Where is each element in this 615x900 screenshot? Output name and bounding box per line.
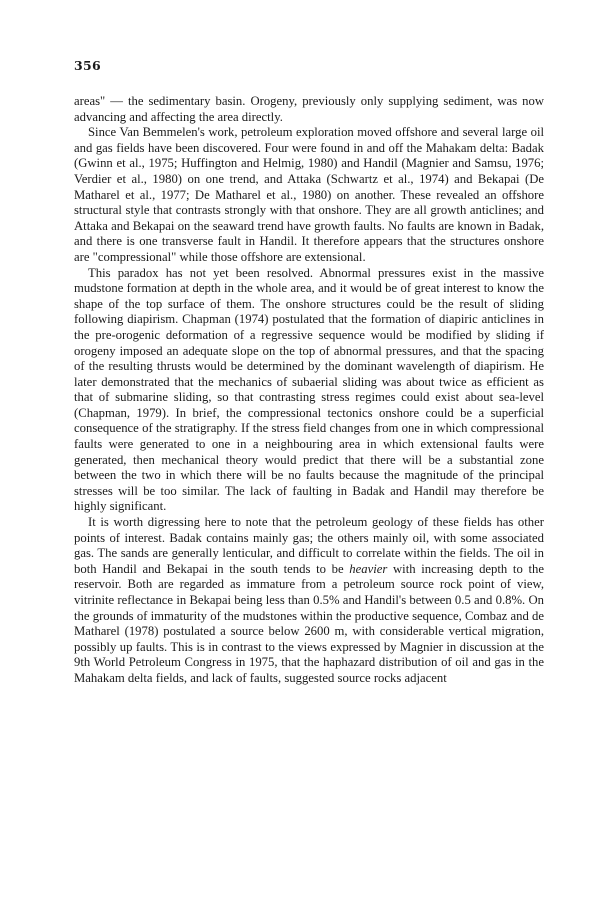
paragraph-3: This paradox has not yet been resolved. Abnormal pressures exist in the massive mudstone formation at depth in the whole area, and it would be of great interest to know the shape of the top surface of them. The onshore structures could be the result of sliding following diapirism. Chapman (1974) postulated that the formation of diapiric anticlines in the pre-orogenic deformation of a regressive sequence would be modified by sliding if orogeny imposed an adequate slope on the top of abnormal pressures, and that the spacing of the resulting thrusts would be determined by the dominant wavelength of diapirism. He later demonstrated that the mechanics of subaerial sliding was about twice as efficient as that of submarine sliding, so that contrasting stress regimes could exist about sea-level (Chapman, 1979). In brief, the compressional tectonics onshore could be a superficial consequence of the stratigraphy. If the stress field changes from one in which compressional faults were generated to one in a neighbouring area in which extensional faults were generated, then mechanical theory would predict that there will be a substantial zone between the two in which there will be no faults because the magnitude of the principal stresses will be too similar. The lack of faulting in Badak and Handil may therefore be highly significant. — [74, 265, 544, 514]
paragraph-4-text-after: with increasing depth to the reservoir. Both are regarded as immature from a petroleum source rock point of view, vitrinite reflectance in Bekapai being less than 0.5% and Handil's between 0.5 and 0.8%. On the grounds of immaturity of the mudstones within the productive sequence, Combaz and de Matharel (1978) postulated a source below 2600 m, with considerable vertical migration, possibly up faults. This is in contrast to the views expressed by Magnier in discussion at the 9th World Petroleum Congress in 1975, that the haphazard distribution of oil and gas in the Mahakam delta fields, and lack of faults, suggested source rocks adjacent — [74, 561, 544, 685]
paragraph-2: Since Van Bemmelen's work, petroleum exploration moved offshore and several large oil and gas fields have been discovered. Four were found in and off the Mahakam delta: Badak (Gwinn et al., 1975; Huffington and Helmig, 1980) and Handil (Magnier and Samsu, 1976; Verdier et al., 1980) on one trend, and Attaka (Schwartz et al., 1974) and Bekapai (De Matharel et al., 1977; De Matharel et al., 1980) on another. These revealed an offshore structural style that contrasts strongly with that onshore. They are all growth anticlines; and Attaka and Bekapai on the seaward trend have growth faults. No faults are known in Badak, and there is one transverse fault in Handil. It therefore appears that the structures onshore are "compressional" while those offshore are extensional. — [74, 125, 544, 264]
document-page — [74, 58, 544, 687]
paragraph-4-text-before: It is worth digressing here to note that the petroleum geology of these fields has other points of interest. Badak contains mainly gas; the others mainly oil, with some associated gas. The sands are generally lenticular, and difficult to correlate within the fields. The oil in both Handil and Bekapai in the south tends to be — [74, 515, 544, 576]
page-number: 356 — [74, 58, 101, 73]
paragraph-4 — [74, 515, 544, 687]
emphasis-heavier: heavier — [349, 561, 388, 576]
body-text — [74, 94, 544, 687]
paragraph-1: areas" — the sedimentary basin. Orogeny, previously only supplying sediment, was now advancing and affecting the area directly. — [74, 94, 544, 124]
